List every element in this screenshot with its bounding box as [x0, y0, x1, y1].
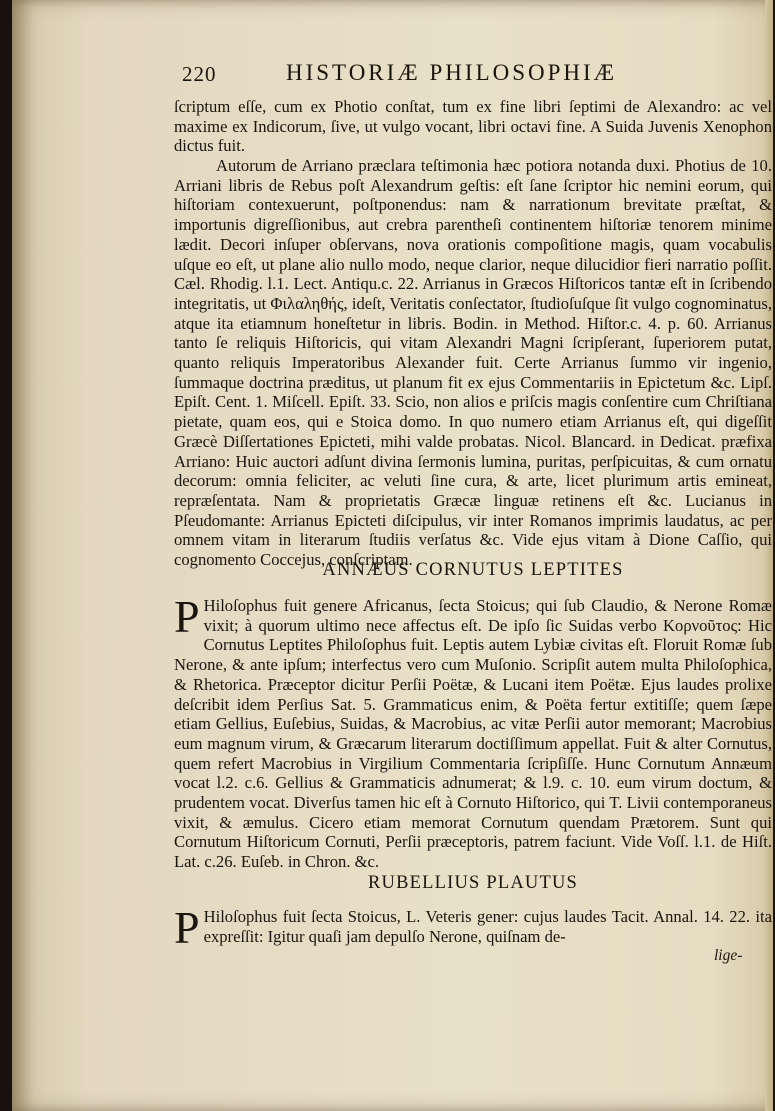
drop-cap-letter: P — [174, 591, 200, 642]
running-head: HISTORIÆ PHILOSOPHIÆ — [286, 60, 618, 85]
cornutus-paragraph — [174, 591, 772, 872]
rubellius-paragraph — [174, 902, 772, 953]
book-page — [12, 0, 773, 1111]
rubellius-paragraph-text: Hiloſophus fuit ſecta Stoicus, L. Veteris gener: cujus laudes Tacit. Annal. 14. 22. ita expreſſit: Igitur quaſi jam depulſo Nerone, quiſnam de- — [203, 907, 772, 946]
catchword: lige- — [714, 947, 743, 964]
section-heading-rubellius: RUBELLIUS PLAUTUS — [367, 873, 579, 893]
page-number: 220 — [182, 62, 217, 86]
arrian-continuation-paragraph: ſcriptum eſſe, cum ex Photio conſtat, tum ex fine libri ſeptimi de Alexandro: ac vel maxime ex Indicorum, ſive, ut vulgo vocant, libri octavi fine. A Suida Juvenis Xenophon dictus fuit. — [174, 97, 772, 156]
arrian-testimonia-paragraph: Autorum de Arriano præclara teſtimonia hæc potiora notanda duxi. Photius de 10. Arriani libris de Rebus poſt Alexandrum geſtis: eſt ſane ſcriptor hic nemini eorum, qui hiſtoriam contexuerunt, poſtponendus: nam & narrationum brevitate præſtat, & importunis digreſſionibus, aut crebra parentheſi continentem hiſtoriæ tenorem minime lædit. Decori inſuper obſervans, nova orationis compoſitione magis, quam vocabulis uſque eo eſt, ut plane alio nullo modo, neque clarior, neque dilucidior fieri narratio poſſit. Cæl. Rhodig. l.1. Lect. Antiqu.c. 22. Arrianus in Græcos Hiſtoricos tantæ eſt in ſcribendo integritatis, ut Φιλαληθής, ideſt, Veritatis conſectator, ſtudioſuſque ſit vulgo cognominatus, atque ita etiamnum honeſtetur in libris. Bodin. in Method. Hiſtor.c. 4. p. 60. Arrianus tanto ſe reliquis Hiſtoricis, qui vitam Alexandri Magni ſcripſerant, ſuperiorem putat, quanto reliquis Imperatoribus Alexander fuit. Certe Arrianus ſummo vir ingenio, ſummaque doctrina præditus, ut planum fit ex ejus Commentariis in Epictetum &c. Lipſ. Epiſt. Cent. 1. Miſcell. Epiſt. 33. Scio, non alios e priſcis magis conſentire cum Chriſtiana pietate, quam eos, qui e Stoica domo. In quo numero etiam Arrianus eſt, qui digeſſit Græcè Diſſertationes Epicteti, mihi valde probatas. Nicol. Blancard. in Dedicat. præfixa Arriano: Huic auctori adſunt divina ſermonis lumina, puritas, perſpicuitas, & cum ornatu decorum: omnia feliciter, ac veluti ſine cura, & arte, licet plurimum artis emineat, repræſentata. Nam & proprietatis Græcæ linguæ retinens eſt &c. Lucianus in Pſeudomante: Arrianus Epicteti diſcipulus, vir inter Romanos imprimis laudatus, ac per omnem vitam in literarum ſtudiis verſatus &c. Vide ejus vitam à Dione Caſſio, qui cognomento Coccejus, conſcriptam. — [174, 156, 772, 570]
page-header — [182, 60, 762, 90]
drop-cap-letter: P — [174, 902, 200, 953]
section-heading-cornutus: ANNÆUS CORNUTUS LEPTITES — [322, 560, 624, 580]
cornutus-paragraph-text: Hiloſophus fuit genere Africanus, ſecta Stoicus; qui ſub Claudio, & Nerone Romæ vixit; à quorum ultimo nece affectus eſt. De ipſo ſic Suidas verbo Κορνοῦτος: Hic Cornutus Leptites Philoſophus fuit. Leptis autem Lybiæ civitas eſt. Floruit Romæ ſub Nerone, & ante ipſum; interfectus vero cum Muſonio. Scripſit autem multa Philoſophica, & Rhetorica. Præceptor dicitur Perſii Poëtæ, & Lucani item Poëtæ. Ejus laudes prolixe deſcribit idem Perſius Sat. 5. Grammaticus enim, & Poëta fertur extitiſſe; quem ſæpe etiam Gellius, Euſebius, Suidas, & Macrobius, ac vitæ Perſii autor memorant; Macrobius eum magnum virum, & Græcarum literarum doctiſſimum appellat. Fuit & alter Cornutus, quem refert Macrobius in Virgilium Commentaria ſcripſiſſe. Hunc Cornutum Annæum vocat l.2. c.6. Gellius & Grammaticis adnumerat; & l.9. c. 10. eum virum doctum, & prudentem vocat. Diverſus tamen hic eſt à Cornuto Hiſtorico, qui T. Livii contemporaneus vixit, & æmulus. Cicero etiam memorat Cornutum quendam Prætorem. Sunt qui Cornutum Hiſtoricum Cornuti, Perſii præceptoris, patrem faciunt. Vide Voſſ. l.1. de Hiſt. Lat. c.26. Euſeb. in Chron. &c. — [174, 596, 772, 872]
